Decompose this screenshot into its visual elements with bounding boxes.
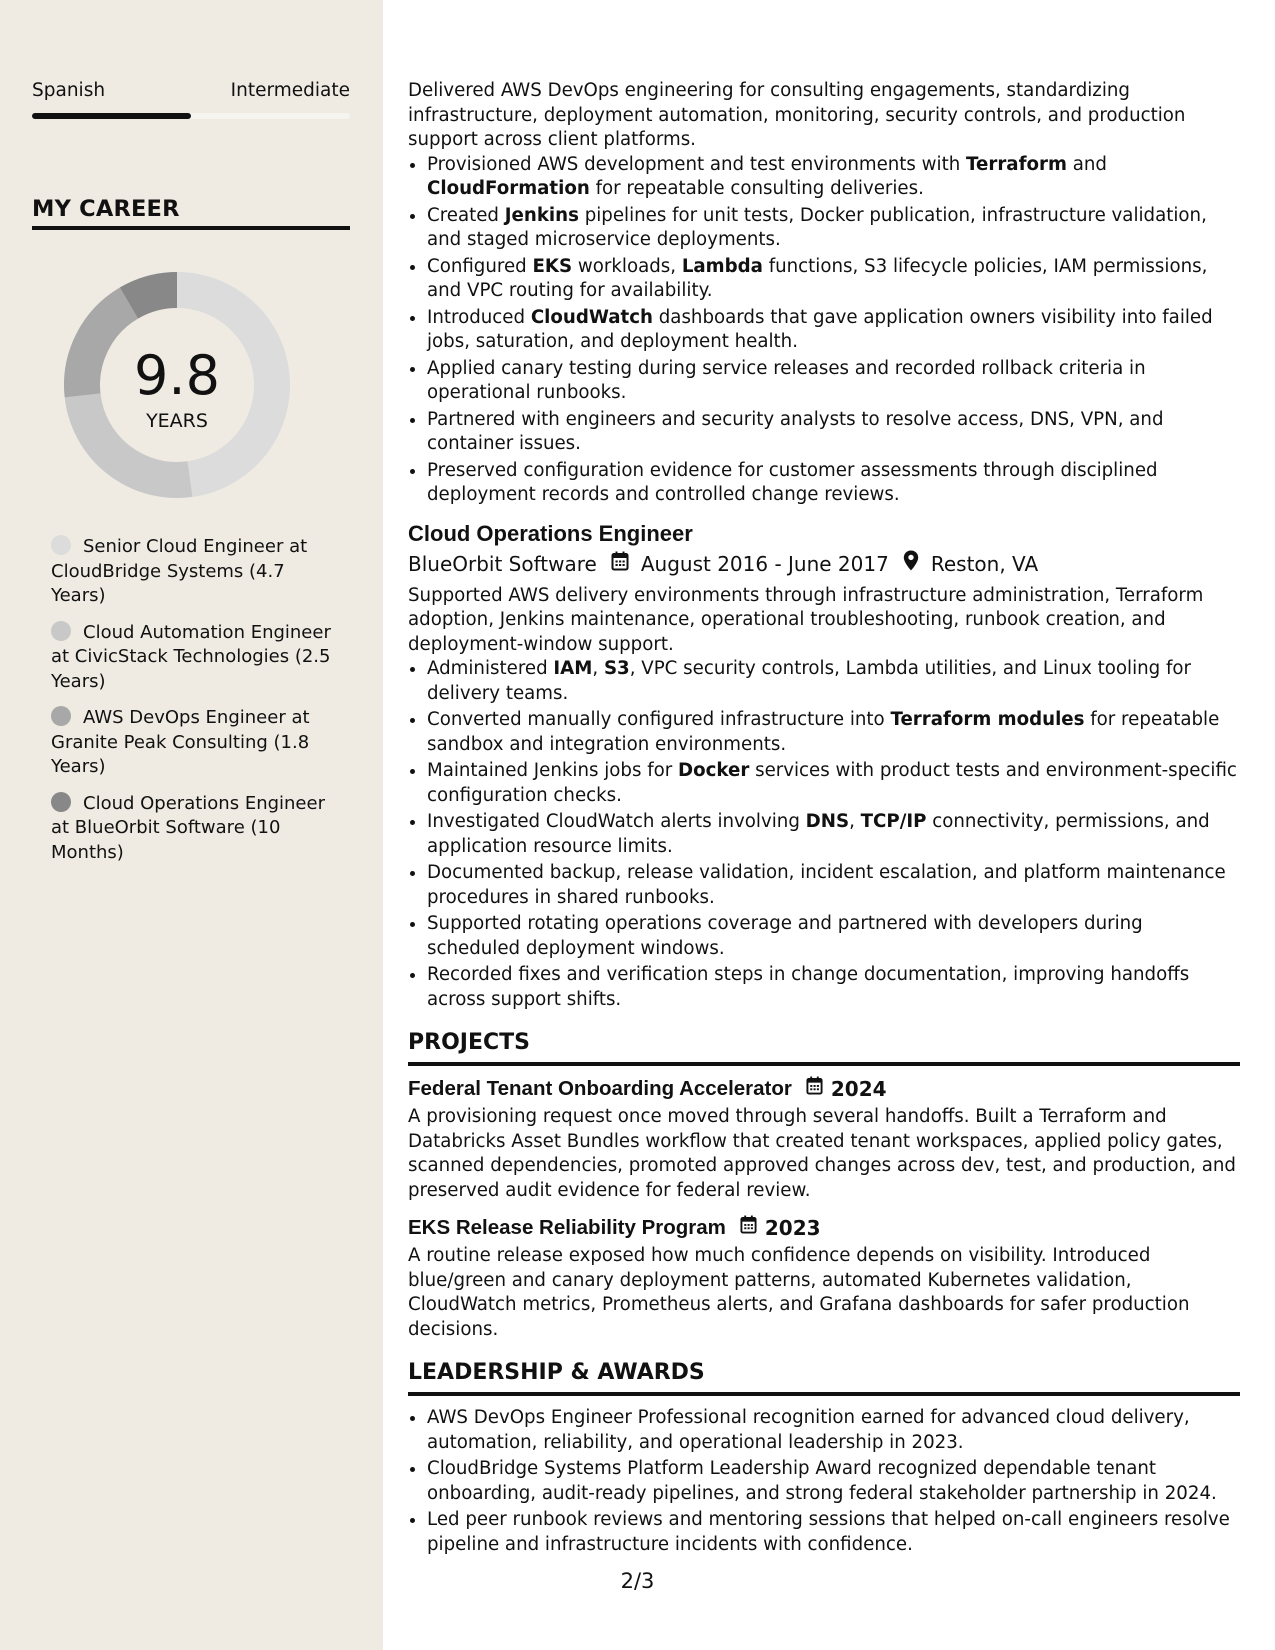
projects-heading: PROJECTS (408, 1030, 530, 1055)
location-pin-icon (903, 550, 919, 578)
project-title: EKS Release Reliability Program (408, 1216, 726, 1239)
job-bullet: • Maintained Jenkins jobs for Docker services with product tests and environment-specific configuration checks. (427, 759, 1240, 808)
calendar-icon (740, 1215, 757, 1241)
project-title-row (408, 1215, 1240, 1241)
project-description: A provisioning request once moved through several handoffs. Built a Terraform and Databricks Asset Bundles workflow that created tenant workspaces, applied policy gates, scanned dependencies, promoted approved changes across dev, test, and production, and preserved audit evidence for federal review. (408, 1106, 1236, 1201)
projects-list (408, 1076, 1240, 1342)
job-bullet: • Administered IAM, S3, VPC security controls, Lambda utilities, and Linux tooling for delivery teams. (427, 657, 1240, 706)
job-bullet: • Supported rotating operations coverage and partnered with developers during scheduled deployment windows. (427, 912, 1240, 961)
intro-summary: Delivered AWS DevOps engineering for consulting engagements, standardizing infrastructure, deployment automation, monitoring, security controls, and production support across client platforms. (408, 80, 1186, 150)
calendar-icon (611, 550, 629, 578)
career-donut-segment (82, 303, 129, 395)
intro-bullet: • Introduced CloudWatch dashboards that gave application owners visibility into failed jobs, saturation, and deployment health. (427, 306, 1240, 355)
career-legend-swatch (51, 706, 71, 726)
career-donut-segment (83, 395, 190, 480)
career-legend-label: Senior Cloud Engineer at CloudBridge Systems (4.7 Years) (51, 536, 308, 606)
job-bullet: • Recorded fixes and verification steps in change documentation, improving handoffs across support shifts. (427, 963, 1240, 1012)
intro-bullet-list (408, 153, 1240, 508)
language-row (32, 80, 350, 100)
career-heading: MY CAREER (32, 196, 180, 222)
job-dates: August 2016 - June 2017 (640, 551, 889, 576)
intro-bullet: • Configured EKS workloads, Lambda functions, S3 lifecycle policies, IAM permissions, and VPC routing for availability. (427, 255, 1240, 304)
projects-heading-rule (408, 1062, 1240, 1066)
leadership-bullet: • Led peer runbook reviews and mentoring sessions that helped on-call engineers resolve pipeline and infrastructure incidents with confidence. (427, 1508, 1240, 1557)
career-legend (51, 535, 336, 877)
career-heading-rule (32, 226, 350, 230)
career-legend-item (51, 792, 336, 866)
career-donut-segment (129, 290, 177, 303)
career-legend-item (51, 706, 336, 780)
language-level: Intermediate (230, 80, 350, 101)
language-proficiency-bar (32, 113, 350, 119)
sidebar (0, 0, 383, 1650)
project-title: Federal Tenant Onboarding Accelerator (408, 1077, 792, 1100)
project-year: 2023 (764, 1216, 821, 1240)
career-legend-label: Cloud Automation Engineer at CivicStack Technologies (2.5 Years) (51, 621, 331, 692)
intro-bullet: • Preserved configuration evidence for customer assessments through disciplined deployment records and controlled change reviews. (427, 459, 1240, 508)
career-legend-item (51, 535, 336, 609)
calendar-icon (806, 1076, 823, 1102)
job-location: Reston, VA (930, 551, 1039, 576)
career-total-value: 9.8 (134, 344, 220, 407)
job-bullet: • Documented backup, release validation, incident escalation, and platform maintenance procedures in shared runbooks. (427, 861, 1240, 910)
leadership-heading-rule (408, 1392, 1240, 1396)
career-legend-swatch (51, 792, 71, 812)
career-legend-swatch (51, 621, 71, 641)
project-title-row (408, 1076, 1240, 1102)
career-legend-label: Cloud Operations Engineer at BlueOrbit Software (10 Months) (51, 792, 325, 863)
intro-bullet: • Applied canary testing during service releases and recorded rollback criteria in operational runbooks. (427, 357, 1240, 406)
job-meta (408, 550, 1240, 578)
career-legend-item (51, 621, 336, 695)
project-year: 2024 (830, 1077, 887, 1101)
career-legend-swatch (51, 535, 71, 555)
project-description: A routine release exposed how much confidence depends on visibility. Introduced blue/green and canary deployment patterns, automated Kubernetes validation, CloudWatch metrics, Prometheus alerts, and Grafana dashboards for safer production decisions. (408, 1245, 1190, 1340)
leadership-heading: LEADERSHIP & AWARDS (408, 1360, 705, 1385)
job-bullet: • Investigated CloudWatch alerts involving DNS, TCP/IP connectivity, permissions, and application resource limits. (427, 810, 1240, 859)
job-summary: Supported AWS delivery environments through infrastructure administration, Terraform adoption, Jenkins maintenance, operational troubleshooting, runbook creation, and deployment-window support. (408, 584, 1204, 655)
main-content (408, 79, 1240, 1559)
job-company: BlueOrbit Software (408, 551, 597, 576)
job-bullet-list (408, 657, 1240, 1012)
language-name: Spanish (32, 80, 106, 101)
intro-bullet: • Partnered with engineers and security analysts to resolve access, DNS, VPN, and container issues. (427, 408, 1240, 457)
leadership-list (408, 1406, 1240, 1557)
language-proficiency-fill (32, 113, 191, 119)
job-title: Cloud Operations Engineer (408, 520, 693, 546)
intro-bullet: • Created Jenkins pipelines for unit tests, Docker publication, infrastructure validation, and staged microservice deployments. (427, 204, 1240, 253)
career-legend-label: AWS DevOps Engineer at Granite Peak Consulting (1.8 Years) (51, 707, 310, 777)
leadership-bullet: • AWS DevOps Engineer Professional recognition earned for advanced cloud delivery, automation, reliability, and operational leadership in 2023. (427, 1406, 1240, 1455)
page-number: 2/3 (620, 1569, 655, 1593)
career-total-unit: YEARS (146, 410, 208, 432)
career-donut-chart (64, 272, 290, 498)
project-item (408, 1215, 1240, 1342)
leadership-bullet: • CloudBridge Systems Platform Leadership Award recognized dependable tenant onboarding, audit-ready pipelines, and strong federal stakeholder partnership in 2024. (427, 1457, 1240, 1506)
intro-bullet: • Provisioned AWS development and test environments with Terraform and CloudFormation for repeatable consulting deliveries. (427, 153, 1240, 202)
project-item (408, 1076, 1240, 1203)
job-bullet: • Converted manually configured infrastructure into Terraform modules for repeatable sandbox and integration environments. (427, 708, 1240, 757)
